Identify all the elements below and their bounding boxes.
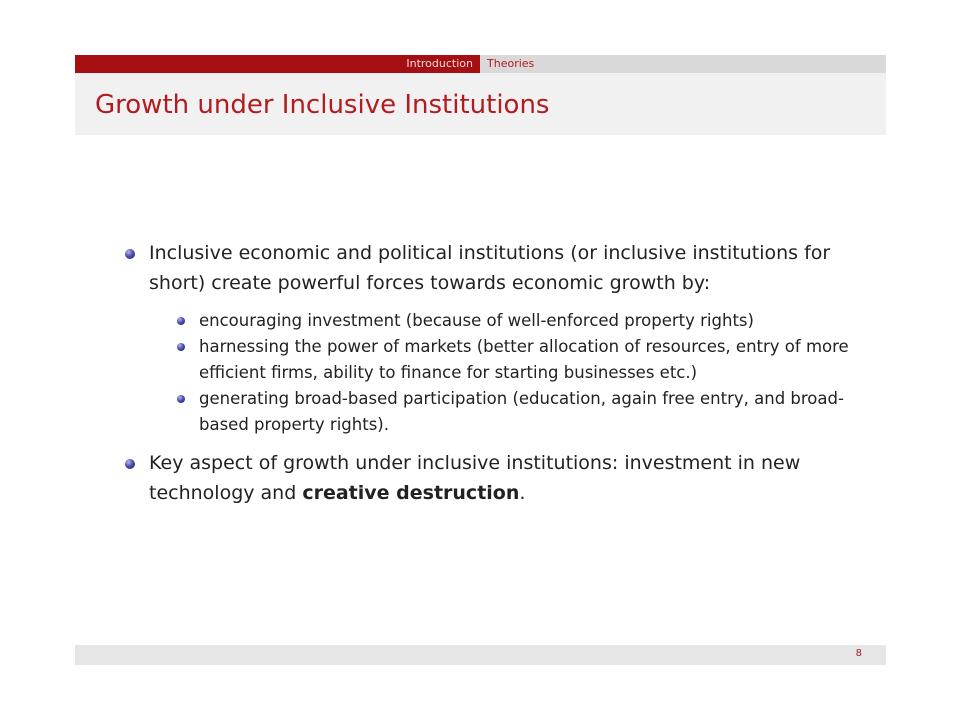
bullet-item [125,238,865,438]
bullet-text-bold: creative destruction [302,482,520,504]
sub-bullet-ball-icon [177,343,185,351]
sub-bullet-text: harnessing the power of markets (better allocation of resources, entry of more efficient firms, ability to finance for starting businesses etc.) [199,337,849,382]
sub-bullet-ball-icon [177,395,185,403]
slide-title: Growth under Inclusive Institutions [95,90,550,120]
footer-bar [75,645,886,665]
nav-right-segment [480,55,886,73]
bullet-text-start: Key aspect of growth under inclusive institutions: investment in new technology and [149,452,801,504]
sub-bullet-list [177,308,865,438]
title-bar [75,73,886,135]
sub-bullet-item [177,386,865,438]
bullet-ball-icon [125,459,135,469]
slide-content [125,238,865,508]
sub-bullet-ball-icon [177,317,185,325]
bullet-text-end: . [519,482,526,504]
slide [75,55,886,665]
sub-bullet-item [177,334,865,386]
bullet-text: Inclusive economic and political institutions (or inclusive institutions for short) create powerful forces towards economic growth by: [149,242,831,294]
nav-section-introduction[interactable]: Introduction [406,57,473,70]
nav-left-segment [75,55,480,73]
sub-bullet-text: generating broad-based participation (education, again free entry, and broad-based property rights). [199,389,844,434]
bullet-item [125,448,865,508]
page-number: 8 [855,648,862,659]
sub-bullet-item [177,308,865,334]
sub-bullet-text: encouraging investment (because of well-enforced property rights) [199,311,754,330]
bullet-ball-icon [125,249,135,259]
nav-section-theories[interactable]: Theories [487,57,535,70]
section-nav-bar [75,55,886,73]
